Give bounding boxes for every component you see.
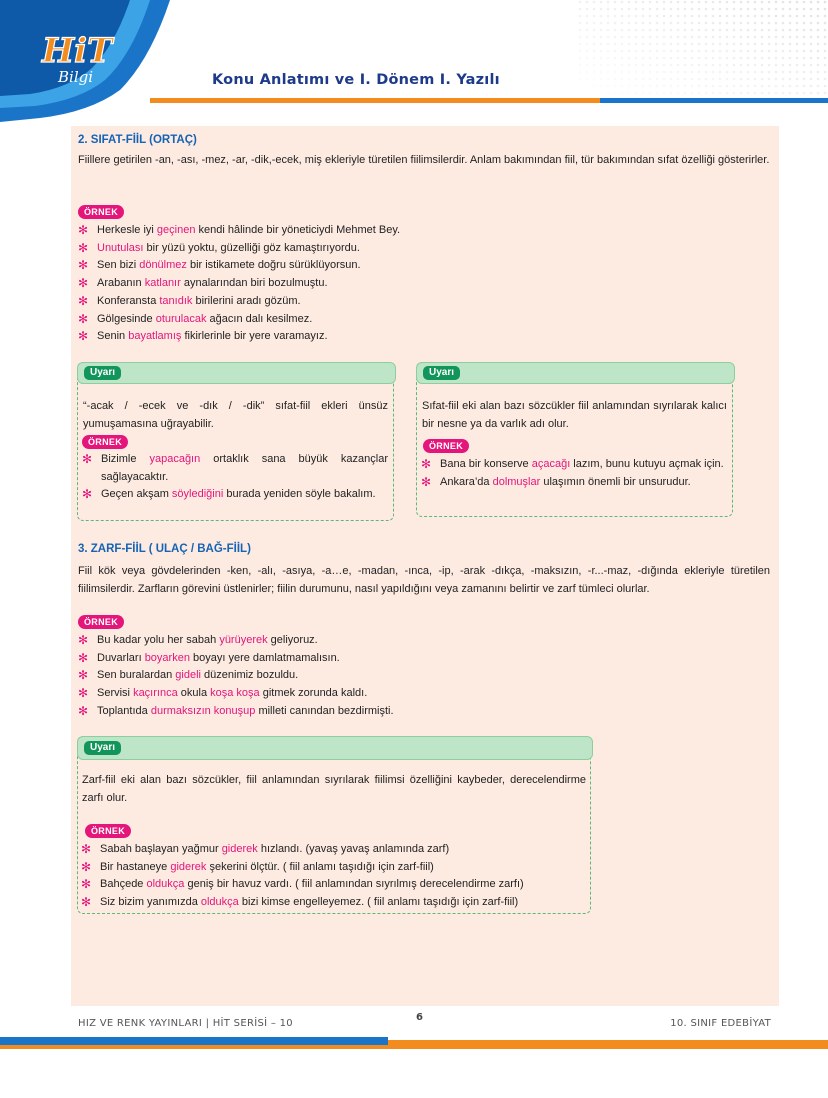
uyari-text: Sıfat-fiil eki alan bazı sözcükler fiil anlamından sıyrılarak kalıcı bir nesne ya da varlık adı olur. [422, 400, 727, 430]
list-item: ✻ Geçen akşam söylediğini burada yeniden söyle bakalım. [82, 486, 388, 504]
logo-main-text: HiT [42, 31, 113, 71]
asterisk-bullet-icon: ✻ [421, 457, 432, 471]
section-title-zarf-fiil: 3. ZARF-FİİL ( ULAÇ / BAĞ-FİİL) [78, 543, 251, 555]
header-divider-orange [150, 98, 605, 103]
asterisk-bullet-icon: ✻ [78, 703, 89, 718]
ornek-badge: ÖRNEK [423, 439, 469, 453]
asterisk-bullet-icon: ✻ [81, 859, 92, 874]
header-title: Konu Anlatımı ve I. Dönem I. Yazılı [212, 72, 500, 88]
asterisk-bullet-icon: ✻ [78, 329, 89, 344]
uyari-label: Uyarı [84, 741, 121, 755]
list-item: ✻ Konferansta tanıdık birilerini aradı gözüm. [78, 293, 400, 311]
ornek-badge: ÖRNEK [82, 435, 128, 449]
asterisk-bullet-icon: ✻ [78, 668, 89, 683]
list-item: ✻ Bu kadar yolu her sabah yürüyerek geliyoruz. [78, 632, 394, 650]
header-divider-blue [600, 98, 828, 103]
uyari-box-1 [77, 362, 394, 521]
asterisk-bullet-icon: ✻ [81, 895, 92, 910]
list-item: ✻ Senin bayatlamış fikirlerinle bir yere varamayız. [78, 328, 400, 346]
list-item: ✻ Toplantıda durmaksızın konuşup milleti canından bezdirmişti. [78, 703, 394, 721]
asterisk-bullet-icon: ✻ [81, 842, 92, 856]
uyari-text: Zarf-fiil eki alan bazı sözcükler, fiil anlamından sıyrılarak fiilimsi özelliğini kaybeder, derecelendirme zarfı olur. [82, 774, 586, 804]
section-title-sifat-fiil: 2. SIFAT-FİİL (ORTAÇ) [78, 134, 197, 146]
page-number: 6 [416, 1012, 423, 1023]
list-item: ✻ Sen buralardan gideli düzenimiz bozuldu. [78, 667, 394, 685]
list-item: ✻ Duvarları boyarken boyayı yere damlatmamalısın. [78, 650, 394, 668]
section-description-zarf-fiil: Fiil kök veya gövdelerinden -ken, -alı, -asıya, -a…e, -madan, -ınca, -ip, -arak -dıkça, -maksızın, -r...-maz, -dığında ekleriyle türetilen fiilimsilerdir. Zarfların görevini üstlenirler; fiilin durumunu, nasıl yapıldığını veya zamanını belirtir ve zarf tümleci olurlar. [78, 565, 770, 595]
asterisk-bullet-icon: ✻ [421, 474, 432, 489]
asterisk-bullet-icon: ✻ [82, 487, 93, 502]
asterisk-bullet-icon: ✻ [78, 240, 89, 255]
logo-sub-text: Bilgi [58, 68, 94, 86]
section-description-sifat-fiil: Fiillere getirilen -an, -ası, -mez, -ar, -dik,-ecek, miş ekleriyle türetilen fiilimsilerdir. Anlam bakımından fiil, tür bakımından sıfat özelliği gösterirler. [78, 154, 770, 166]
list-item: ✻ Siz bizim yanımızda oldukça bizi kimse engelleyemez. ( fiil anlamı taşıdığı için zarf-fiil) [81, 894, 524, 912]
footer-bar-orange-bottom [0, 1045, 828, 1049]
asterisk-bullet-icon: ✻ [82, 452, 93, 466]
footer-bar-blue [0, 1037, 388, 1045]
uyari-label: Uyarı [423, 366, 460, 380]
list-item: ✻ Bana bir konserve açacağı lazım, bunu kutuyu açmak için. [421, 456, 727, 474]
decorative-dots [578, 0, 828, 95]
asterisk-bullet-icon: ✻ [78, 223, 89, 237]
uyari-example-list [421, 456, 727, 491]
asterisk-bullet-icon: ✻ [78, 311, 89, 326]
list-item: ✻ Gölgesinde oturulacak ağacın dalı kesilmez. [78, 311, 400, 329]
uyari-text: “-acak / -ecek ve -dık / -dik” sıfat-fiil ekleri ünsüz yumuşamasına uğrayabilir. [83, 400, 388, 430]
list-item: ✻ Servisi kaçırınca okula koşa koşa gitmek zorunda kaldı. [78, 685, 394, 703]
list-item: ✻ Bir hastaneye giderek şekerini ölçtür. ( fiil anlamı taşıdığı için zarf-fiil) [81, 859, 524, 877]
asterisk-bullet-icon: ✻ [78, 650, 89, 665]
uyari-label: Uyarı [84, 366, 121, 380]
uyari-box-2 [416, 362, 733, 517]
footer-publisher: HIZ VE RENK YAYINLARI | HİT SERİSİ – 10 [78, 1018, 293, 1029]
example-list-sifat-fiil [78, 222, 400, 346]
uyari-header [77, 362, 396, 384]
footer-course: 10. SINIF EDEBİYAT [670, 1018, 771, 1029]
list-item: ✻ Sen bizi dönülmez bir istikamete doğru sürüklüyorsun. [78, 257, 400, 275]
example-list-zarf-fiil [78, 632, 394, 721]
list-item: ✻ Bahçede oldukça geniş bir havuz vardı. ( fiil anlamından sıyrılmış derecelendirme zarfı) [81, 876, 524, 894]
ornek-badge: ÖRNEK [78, 205, 124, 219]
uyari-box-3 [77, 736, 591, 914]
uyari-header [416, 362, 735, 384]
uyari-example-list [82, 451, 388, 504]
asterisk-bullet-icon: ✻ [78, 276, 89, 291]
uyari-header [77, 736, 593, 760]
asterisk-bullet-icon: ✻ [78, 633, 89, 647]
ornek-badge: ÖRNEK [85, 824, 131, 838]
asterisk-bullet-icon: ✻ [78, 258, 89, 273]
asterisk-bullet-icon: ✻ [78, 293, 89, 308]
ornek-badge: ÖRNEK [78, 615, 124, 629]
hit-bilgi-logo [0, 0, 190, 122]
page-header [0, 0, 828, 125]
list-item: ✻ Herkesle iyi geçinen kendi hâlinde bir yöneticiydi Mehmet Bey. [78, 222, 400, 240]
list-item: ✻ Sabah başlayan yağmur giderek hızlandı. (yavaş yavaş anlamında zarf) [81, 841, 524, 859]
list-item: ✻ Ankara’da dolmuşlar ulaşımın önemli bir unsurudur. [421, 474, 727, 492]
uyari-example-list [81, 841, 524, 912]
asterisk-bullet-icon: ✻ [81, 877, 92, 892]
asterisk-bullet-icon: ✻ [78, 686, 89, 701]
list-item: ✻ Unutulası bir yüzü yoktu, güzelliği göz kamaştırıyordu. [78, 240, 400, 258]
list-item: ✻ Bizimle yapacağın ortaklık sana büyük kazançlar sağlayacaktır. [82, 452, 388, 483]
list-item: ✻ Arabanın katlanır aynalarından biri bozulmuştu. [78, 275, 400, 293]
